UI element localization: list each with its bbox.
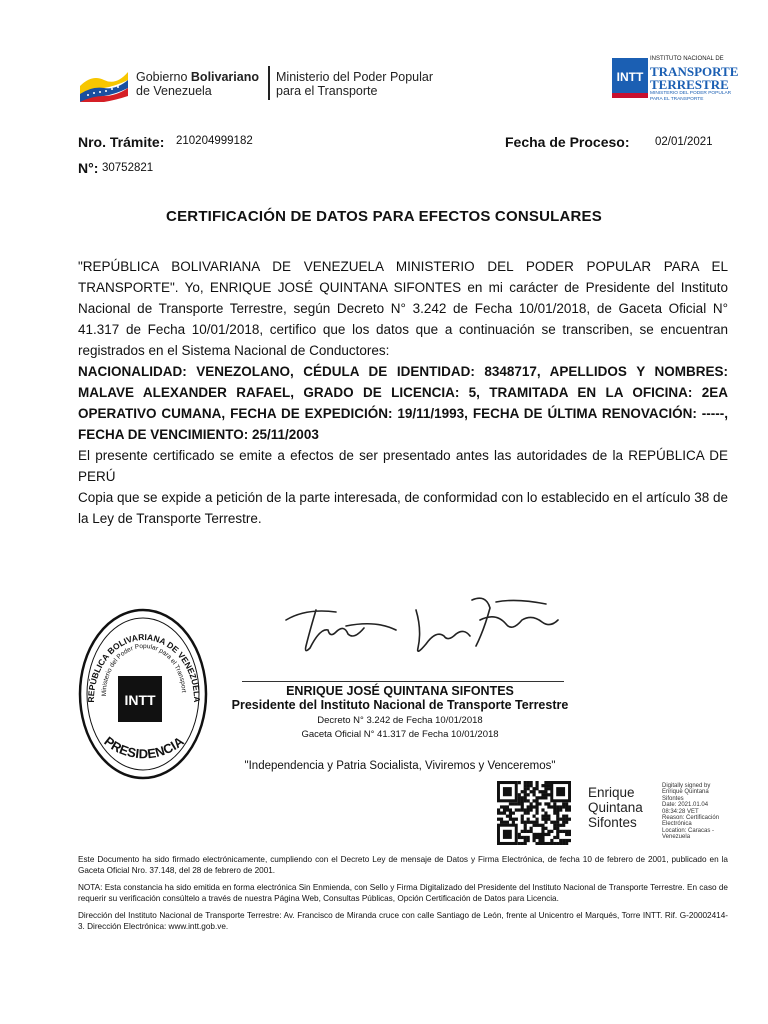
venezuela-flag-logo <box>78 66 130 102</box>
qr-module <box>524 781 527 784</box>
qr-module <box>530 781 533 784</box>
fecha-proceso-value: 02/01/2021 <box>655 136 713 148</box>
qr-module <box>547 842 550 845</box>
qr-module <box>544 818 547 821</box>
dsig-info-line: Venezuela <box>662 834 691 841</box>
seal-badge-text: INTT <box>124 692 156 708</box>
qr-module <box>521 790 524 793</box>
qr-module <box>550 842 553 845</box>
intt-logo <box>612 56 739 106</box>
signer-decree: Decreto N° 3.242 de Fecha 10/01/2018 <box>317 715 483 726</box>
qr-module <box>541 830 544 833</box>
qr-module <box>497 818 500 821</box>
qr-module <box>535 796 538 799</box>
qr-module <box>524 799 527 802</box>
dsig-info-line: Digitally signed by <box>662 783 711 789</box>
qr-module <box>541 793 544 796</box>
qr-module <box>518 793 521 796</box>
qr-module <box>556 808 559 811</box>
qr-module <box>556 818 559 821</box>
signer-role: Presidente del Instituto Nacional de Transporte Terrestre <box>231 698 569 712</box>
qr-finder <box>503 830 512 839</box>
qr-module <box>497 811 500 814</box>
qr-module <box>524 790 527 793</box>
qr-module <box>518 836 521 839</box>
qr-module <box>506 815 509 818</box>
qr-module <box>538 836 541 839</box>
qr-module <box>553 836 556 839</box>
header-divider <box>268 66 270 100</box>
qr-module <box>521 808 524 811</box>
qr-module <box>500 811 503 814</box>
qr-module <box>562 818 565 821</box>
qr-module <box>538 839 541 842</box>
ministry-name <box>276 70 433 98</box>
qr-module <box>556 824 559 827</box>
qr-module <box>565 839 568 842</box>
dsig-info-line: Date: 2021.01.04 <box>662 802 709 809</box>
qr-module <box>535 824 538 827</box>
qr-module <box>544 827 547 830</box>
qr-module <box>533 793 536 796</box>
qr-module <box>541 790 544 793</box>
seal-outer-text: REPÚBLICA BOLIVARIANA DE VENEZUELA <box>85 631 203 703</box>
qr-module <box>547 802 550 805</box>
qr-module <box>533 787 536 790</box>
qr-module <box>527 793 530 796</box>
qr-module <box>512 818 515 821</box>
qr-module <box>547 830 550 833</box>
qr-module <box>524 787 527 790</box>
qr-module <box>533 790 536 793</box>
qr-module <box>544 787 547 790</box>
qr-module <box>533 836 536 839</box>
qr-module <box>550 805 553 808</box>
qr-module <box>562 842 565 845</box>
qr-module <box>524 830 527 833</box>
document-title: CERTIFICACIÓN DE DATOS PARA EFECTOS CONSULARES <box>166 208 602 225</box>
qr-module <box>524 793 527 796</box>
fecha-proceso-label: Fecha de Proceso: <box>505 134 630 150</box>
qr-module <box>535 802 538 805</box>
qr-module <box>544 815 547 818</box>
qr-module <box>544 781 547 784</box>
qr-module <box>497 808 500 811</box>
qr-module <box>518 808 521 811</box>
qr-module <box>533 833 536 836</box>
qr-module <box>556 805 559 808</box>
signer-name: ENRIQUE JOSÉ QUINTANA SIFONTES <box>286 684 514 698</box>
qr-module <box>524 811 527 814</box>
qr-module <box>556 842 559 845</box>
qr-module <box>541 833 544 836</box>
qr-module <box>541 842 544 845</box>
qr-module <box>535 811 538 814</box>
qr-module <box>509 811 512 814</box>
qr-module <box>506 805 509 808</box>
intt-name-line1: INSTITUTO NACIONAL DE <box>650 56 724 62</box>
qr-finder <box>503 787 512 796</box>
tramite-label: Nro. Trámite: <box>78 134 165 150</box>
qr-module <box>535 818 538 821</box>
qr-module <box>518 833 521 836</box>
dsig-name-line2: Quintana <box>588 800 643 815</box>
qr-module <box>568 830 571 833</box>
qr-module <box>547 784 550 787</box>
qr-module <box>547 805 550 808</box>
qr-module <box>524 839 527 842</box>
intt-name-line2: TRANSPORTE <box>650 64 739 79</box>
qr-module <box>524 808 527 811</box>
qr-module <box>530 784 533 787</box>
qr-module <box>544 811 547 814</box>
qr-module <box>559 839 562 842</box>
intt-badge-box <box>612 58 648 98</box>
qr-code <box>497 781 571 845</box>
qr-module <box>515 818 518 821</box>
ministry-line1: Ministerio del Poder Popular <box>276 70 434 84</box>
qr-module <box>527 830 530 833</box>
qr-module <box>553 842 556 845</box>
body-intro: "REPÚBLICA BOLIVARIANA DE VENEZUELA MINISTERIO DEL PODER POPULAR PARA EL TRANSPORTE". Yo, ENRIQUE JOSÉ QUINTANA SIFONTES en mi carácter de Presidente del Instituto Nacional de Transporte Terrestre, según Decreto N° 3.242 de Fecha 10/01/2018, de Gaceta Oficial N° 41.317 de Fecha 10/01/2018, certifico que los datos que a continuación se transcriben, se encuentran registrados en el Sistema Nacional de Conductores: <box>78 259 728 358</box>
qr-module <box>527 836 530 839</box>
qr-module <box>503 821 506 824</box>
qr-module <box>521 805 524 808</box>
qr-module <box>535 833 538 836</box>
qr-module <box>530 821 533 824</box>
qr-module <box>527 839 530 842</box>
qr-module <box>568 805 571 808</box>
qr-module <box>503 805 506 808</box>
qr-module <box>547 818 550 821</box>
qr-module <box>535 781 538 784</box>
qr-module <box>547 815 550 818</box>
qr-module <box>547 793 550 796</box>
driver-data: NACIONALIDAD: VENEZOLANO, CÉDULA DE IDENTIDAD: 8348717, APELLIDOS Y NOMBRES: MALAVE ALEXANDER RAFAEL, GRADO DE LICENCIA: 5, TRAMITADA EN LA OFICINA: 2EA OPERATIVO CUMANA, FECHA DE EXPEDICIÓN: 19/11/1993, FECHA DE ÚLTIMA RENOVACIÓN: -----, FECHA DE VENCIMIENTO: 25/11/2003 <box>78 364 728 442</box>
handwritten-signature <box>276 590 566 670</box>
qr-module <box>541 827 544 830</box>
qr-module <box>509 808 512 811</box>
qr-module <box>553 805 556 808</box>
qr-module <box>568 818 571 821</box>
qr-module <box>506 808 509 811</box>
qr-module <box>541 815 544 818</box>
qr-module <box>530 830 533 833</box>
qr-module <box>521 836 524 839</box>
qr-module <box>521 815 524 818</box>
qr-module <box>538 790 541 793</box>
qr-module <box>556 833 559 836</box>
qr-module <box>512 811 515 814</box>
qr-module <box>553 821 556 824</box>
qr-module <box>553 802 556 805</box>
qr-module <box>559 808 562 811</box>
footer-verification-note: NOTA: Esta constancia ha sido emitida en forma electrónica Sin Enmienda, con Sello y Firma Digitalizado del Presidente del Instituto Nacional de Transporte Terrestre. En caso de requerir su verificación consúltelo a través de nuestra Página Web, Consultas Públicas, Opción Certificación de Datos para Licencia. <box>78 883 728 903</box>
qr-module <box>556 836 559 839</box>
qr-module <box>541 839 544 842</box>
qr-module <box>541 824 544 827</box>
qr-module <box>506 821 509 824</box>
presidency-seal <box>76 604 210 782</box>
qr-module <box>541 784 544 787</box>
qr-module <box>530 827 533 830</box>
qr-module <box>565 830 568 833</box>
qr-module <box>538 842 541 845</box>
qr-module <box>530 790 533 793</box>
qr-module <box>550 821 553 824</box>
qr-module <box>533 821 536 824</box>
qr-module <box>527 818 530 821</box>
qr-module <box>527 784 530 787</box>
qr-module <box>509 818 512 821</box>
qr-finder <box>556 787 565 796</box>
qr-module <box>544 821 547 824</box>
qr-module <box>562 805 565 808</box>
qr-module <box>521 796 524 799</box>
qr-module <box>521 830 524 833</box>
qr-module <box>524 784 527 787</box>
dsig-info-line: Electrónica <box>662 821 692 828</box>
qr-module <box>533 815 536 818</box>
body-copy: Copia que se expide a petición de la parte interesada, de conformidad con lo establecido en el artículo 38 de la Ley de Transporte Terrestre. <box>78 490 728 526</box>
qr-module <box>553 824 556 827</box>
dsig-name-line3: Sifontes <box>588 815 637 830</box>
qr-module <box>524 824 527 827</box>
qr-module <box>512 821 515 824</box>
qr-module <box>544 793 547 796</box>
qr-module <box>512 802 515 805</box>
qr-module <box>565 821 568 824</box>
qr-module <box>559 818 562 821</box>
qr-module <box>565 833 568 836</box>
qr-module <box>556 830 559 833</box>
seal-bottom-text: PRESIDENCIA <box>101 733 187 762</box>
dsig-name-line1: Enrique <box>588 785 635 800</box>
qr-module <box>527 799 530 802</box>
qr-module <box>533 824 536 827</box>
qr-module <box>562 839 565 842</box>
digital-signature-name <box>588 785 643 830</box>
qr-module <box>541 796 544 799</box>
qr-module <box>509 802 512 805</box>
qr-module <box>500 805 503 808</box>
qr-module <box>553 827 556 830</box>
qr-module <box>562 824 565 827</box>
qr-module <box>568 808 571 811</box>
qr-module <box>553 811 556 814</box>
qr-module <box>559 830 562 833</box>
qr-module <box>553 808 556 811</box>
intt-sub-line2: PARA EL TRANSPORTE <box>650 97 704 102</box>
qr-module <box>521 818 524 821</box>
qr-module <box>535 842 538 845</box>
qr-module <box>500 818 503 821</box>
qr-module <box>518 781 521 784</box>
qr-module <box>565 815 568 818</box>
qr-module <box>515 808 518 811</box>
qr-module <box>538 796 541 799</box>
qr-module <box>547 787 550 790</box>
signer-gazette: Gaceta Oficial N° 41.317 de Fecha 10/01/2018 <box>301 729 499 740</box>
qr-module <box>524 836 527 839</box>
numero-value: 30752821 <box>102 162 154 174</box>
qr-module <box>559 805 562 808</box>
qr-module <box>550 830 553 833</box>
government-line1: Gobierno <box>136 70 191 84</box>
qr-module <box>518 842 521 845</box>
government-line2: de Venezuela <box>136 84 212 98</box>
qr-module <box>535 808 538 811</box>
qr-module <box>518 802 521 805</box>
seal-inner-text: Ministerio del Poder Popular para el Transport <box>100 642 187 697</box>
motto: "Independencia y Patria Socialista, Viviremos y Venceremos" <box>244 760 556 772</box>
certificate-body <box>78 256 728 529</box>
qr-module <box>524 821 527 824</box>
qr-module <box>533 839 536 842</box>
qr-module <box>500 821 503 824</box>
qr-module <box>547 833 550 836</box>
signature-line <box>242 681 564 682</box>
ministry-line2: para el Transporte <box>276 84 378 98</box>
qr-module <box>527 787 530 790</box>
qr-module <box>541 818 544 821</box>
qr-module <box>544 796 547 799</box>
qr-module <box>521 842 524 845</box>
dsig-info-line: Location: Caracas - <box>662 827 715 834</box>
qr-module <box>503 811 506 814</box>
qr-module <box>518 796 521 799</box>
qr-module <box>521 802 524 805</box>
qr-module <box>535 787 538 790</box>
qr-module <box>565 808 568 811</box>
qr-module <box>527 805 530 808</box>
intt-sub-line1: MINISTERIO DEL PODER POPULAR <box>650 91 732 96</box>
qr-module <box>535 836 538 839</box>
qr-module <box>509 815 512 818</box>
government-name <box>136 70 259 98</box>
qr-module <box>562 815 565 818</box>
qr-module <box>527 781 530 784</box>
qr-module <box>544 802 547 805</box>
tramite-value: 210204999182 <box>176 135 253 147</box>
dsig-info-line: Reason: Certificación <box>662 815 720 822</box>
qr-module <box>556 811 559 814</box>
qr-module <box>521 821 524 824</box>
numero-label: N°: <box>78 160 99 176</box>
qr-module <box>550 839 553 842</box>
qr-module <box>568 833 571 836</box>
qr-module <box>535 821 538 824</box>
qr-module <box>565 802 568 805</box>
qr-module <box>535 799 538 802</box>
qr-module <box>538 802 541 805</box>
qr-module <box>524 827 527 830</box>
dsig-info-line: Sifontes <box>662 795 684 802</box>
qr-module <box>538 833 541 836</box>
qr-module <box>503 808 506 811</box>
qr-module <box>535 805 538 808</box>
intt-badge-stripe <box>612 93 648 98</box>
dsig-info-line: 08:34:28 VET <box>662 808 699 815</box>
qr-module <box>541 836 544 839</box>
qr-module <box>544 790 547 793</box>
qr-module <box>565 805 568 808</box>
body-purpose: El presente certificado se emite a efectos de ser presentado antes las autoridades de la REPÚBLICA DE PERÚ <box>78 448 728 484</box>
qr-module <box>565 842 568 845</box>
qr-module <box>562 830 565 833</box>
digital-signature-info <box>662 783 732 841</box>
qr-module <box>538 824 541 827</box>
qr-module <box>556 815 559 818</box>
qr-module <box>527 811 530 814</box>
qr-module <box>568 839 571 842</box>
qr-module <box>518 799 521 802</box>
government-line1-bold: Bolivariano <box>190 70 259 84</box>
qr-module <box>524 796 527 799</box>
qr-module <box>562 821 565 824</box>
intt-name-line3: TERRESTRE <box>650 77 729 92</box>
qr-module <box>527 808 530 811</box>
qr-module <box>556 821 559 824</box>
qr-module <box>533 805 536 808</box>
qr-module <box>541 808 544 811</box>
qr-module <box>530 802 533 805</box>
qr-module <box>544 833 547 836</box>
intt-badge-text: INTT <box>616 70 644 84</box>
qr-module <box>535 784 538 787</box>
qr-module <box>547 781 550 784</box>
footer-legal-note: Este Documento ha sido firmado electrónicamente, cumpliendo con el Decreto Ley de mensaje de Datos y Firma Electrónica, de fecha 10 de febrero de 2001, publicado en la Gaceta Oficial Nro. 37.148, del 28 de febrero de 2001. <box>78 855 728 875</box>
qr-module <box>559 842 562 845</box>
qr-module <box>524 842 527 845</box>
qr-module <box>544 784 547 787</box>
qr-module <box>521 799 524 802</box>
qr-module <box>530 808 533 811</box>
qr-module <box>533 799 536 802</box>
dsig-info-line: Enrique Quintana <box>662 789 709 796</box>
qr-module <box>515 802 518 805</box>
qr-module <box>544 842 547 845</box>
qr-module <box>556 827 559 830</box>
qr-module <box>559 824 562 827</box>
qr-module <box>527 821 530 824</box>
qr-module <box>565 818 568 821</box>
qr-module <box>562 802 565 805</box>
qr-module <box>530 805 533 808</box>
footer-address: Dirección del Instituto Nacional de Transporte Terrestre: Av. Francisco de Miranda cruce con calle Santiago de León, frente al Unicentro el Marqués, Torre INTT. Rif. G-20002414-3. Dirección Electrónica: www.intt.gob.ve. <box>78 911 728 931</box>
